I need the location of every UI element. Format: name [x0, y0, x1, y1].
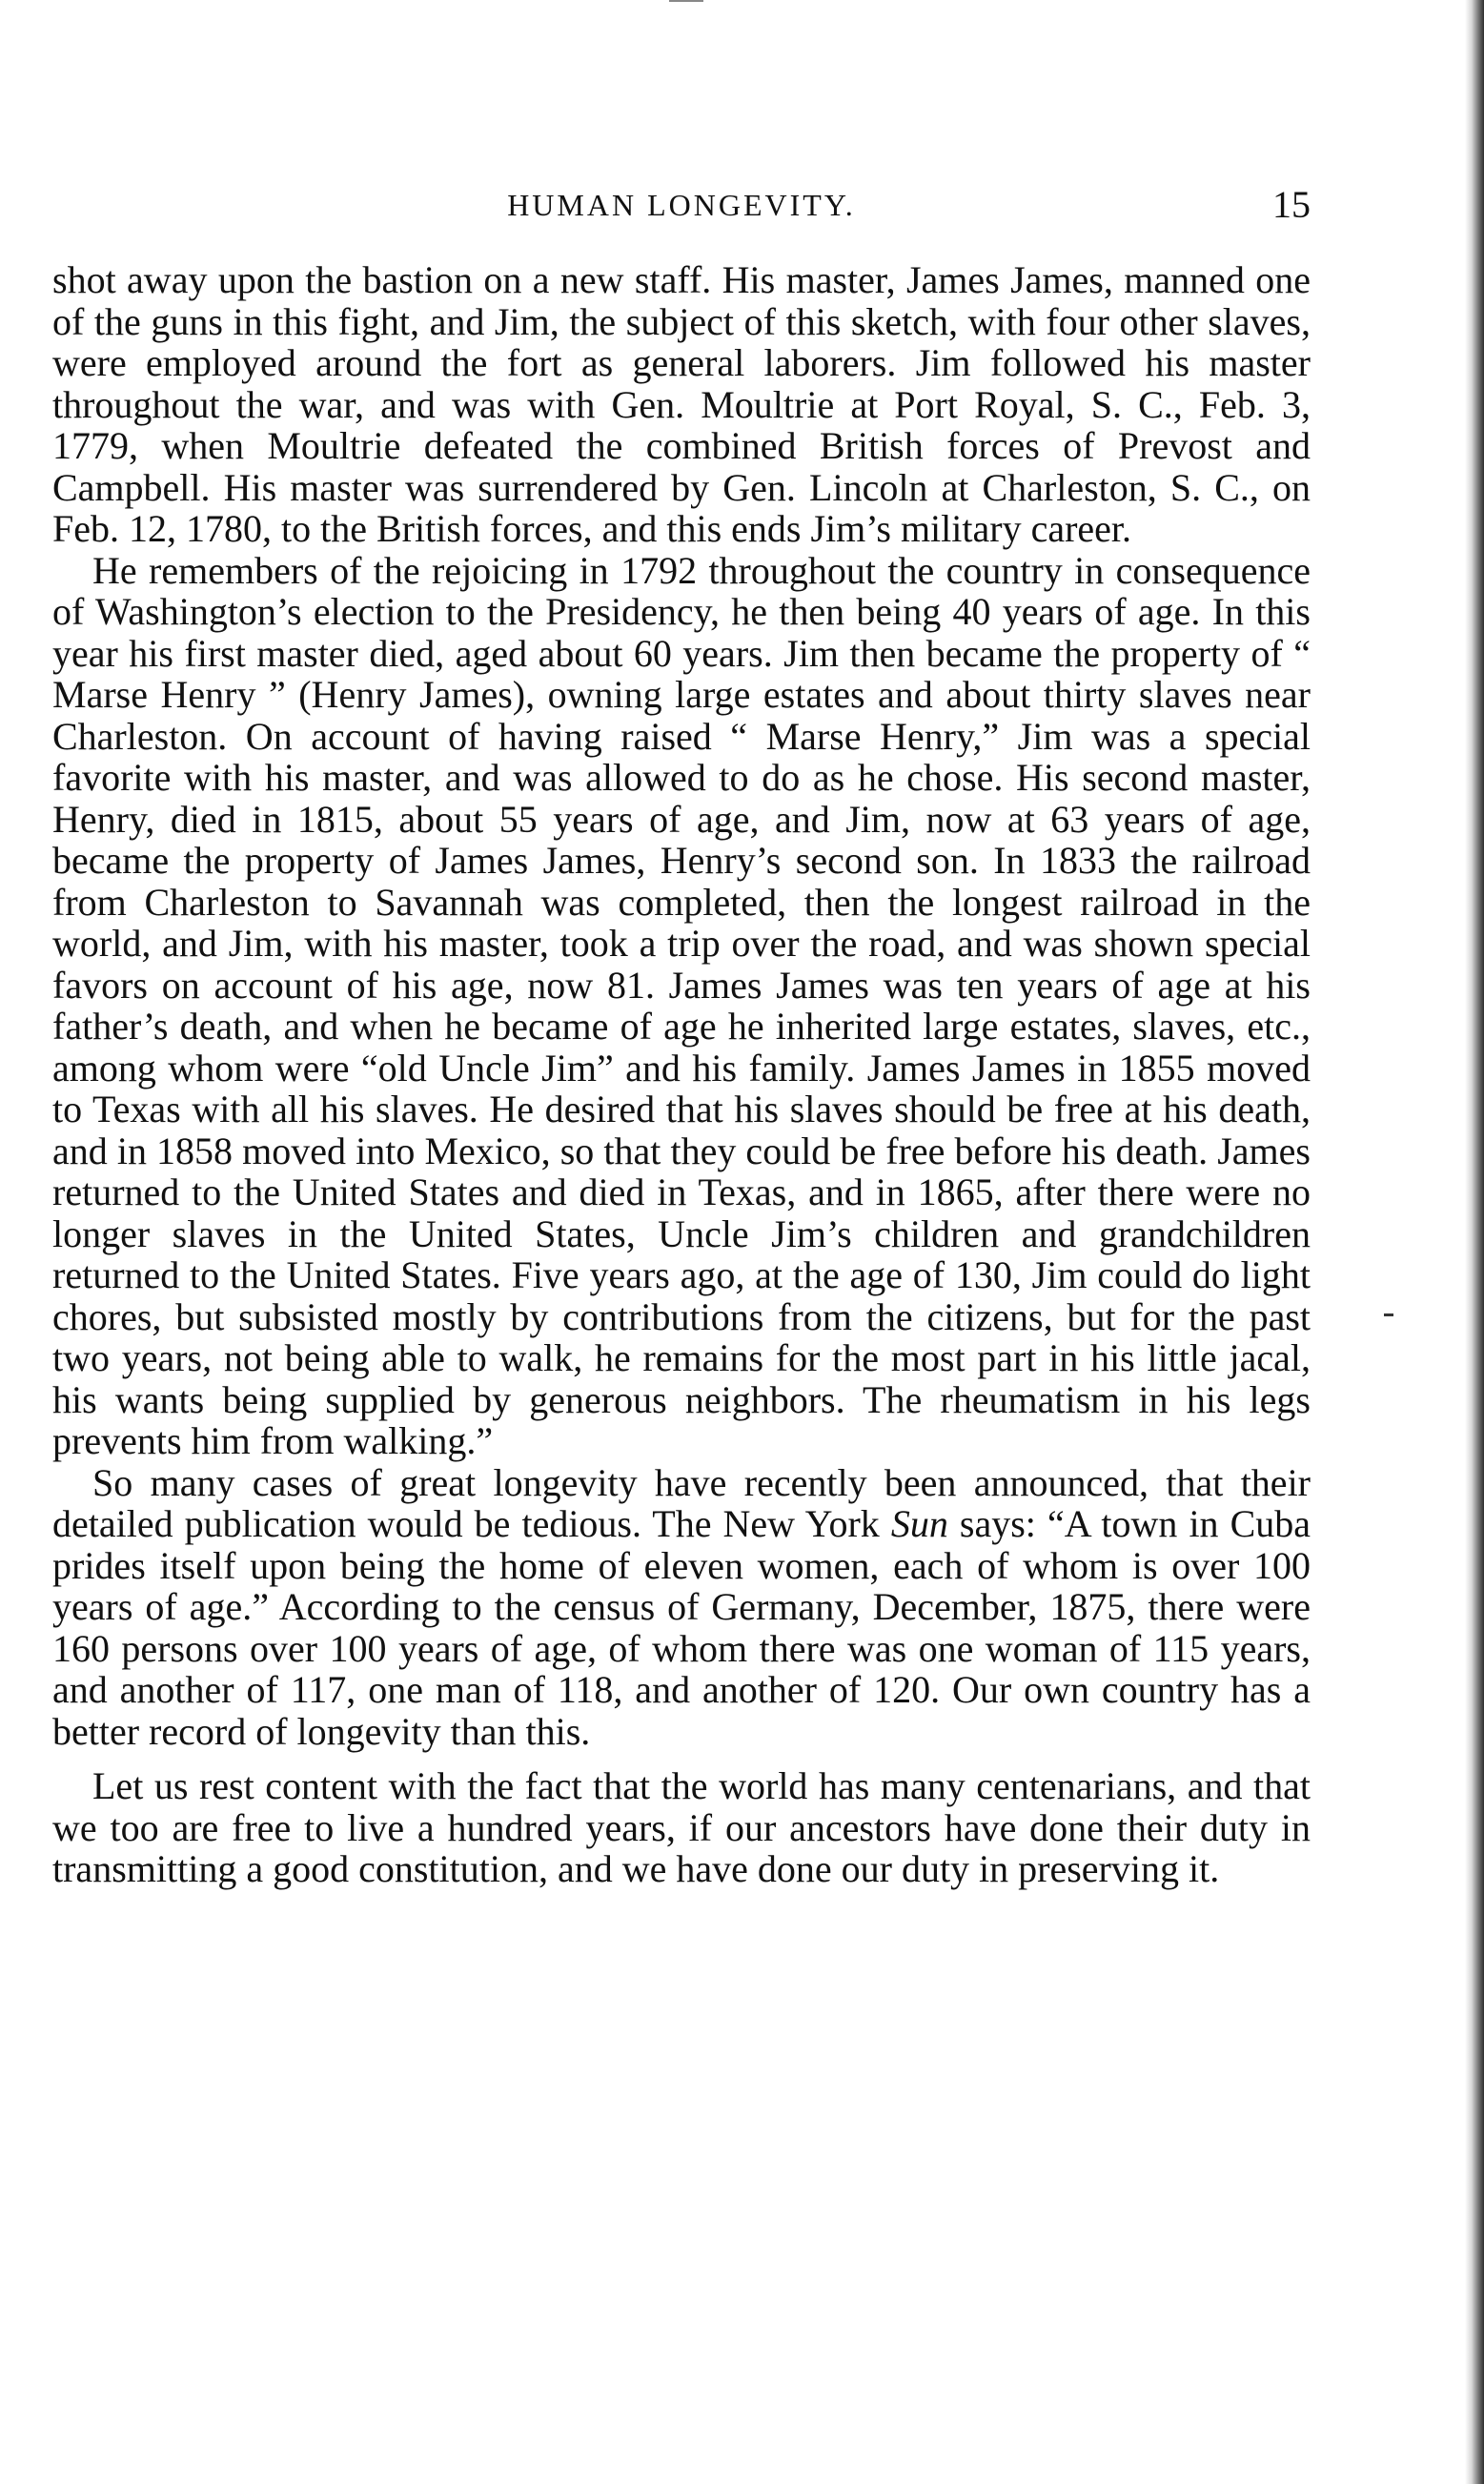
paragraph-4: Let us rest content with the fact that the world has many centenarians, and that we too are free to live a hundred years, if our ancestors have done their duty in transmitting a good constitution, and we have done our duty in preserving it.	[52, 1764, 1311, 1890]
page-header	[52, 181, 1311, 229]
binding-edge	[1465, 0, 1484, 2484]
page-number: 15	[1272, 183, 1311, 226]
paragraph-2: He remembers of the rejoicing in 1792 throughout the country in consequence of Washington’s election to the Presidency, he then being 40 years of age. In this year his first master died, aged about 60 years. Jim then became the property of “ Marse Henry ” (Henry James), owning large estates and about thirty slaves near Charleston. On account of having raised “ Marse Henry,” Jim was a special favorite with his master, and was allowed to do as he chose. His second master, Henry, died in 1815, about 55 years of age, and Jim, now at 63 years of age, became the property of James James, Henry’s second son. In 1833 the railroad from Charleston to Savannah was completed, then the longest railroad in the world, and Jim, with his master, took a trip over the road, and was shown special favors on account of his age, now 81. James James was ten years of age at his father’s death, and when he became of age he inherited large estates, slaves, etc., among whom were “old Uncle Jim” and his family. James James in 1855 moved to Texas with all his slaves. He desired that his slaves should be free at his death, and in 1858 moved into Mexico, so that they could be free before his death. James returned to the United States and died in Texas, and in 1865, after there were no longer slaves in the United States, Uncle Jim’s children and grandchildren returned to the United States. Five years ago, at the age of 130, Jim could do light chores, but subsisted mostly by contributions from the citizens, but for the past two years, not being able to walk, he remains for the most part in his little jacal, his wants being supplied by generous neighbors. The rheumatism in his legs prevents him from walking.”	[52, 548, 1311, 1462]
paragraph-1: shot away upon the bastion on a new staff. His master, James James, manned one of the guns in this fight, and Jim, the subject of this sketch, with four other slaves, were employed around the fort as general laborers. Jim followed his master throughout the war, and was with Gen. Moultrie at Port Royal, S. C., Feb. 3, 1779, when Moultrie defeated the combined British forces of Prevost and Campbell. His master was surrendered by Gen. Lincoln at Charleston, S. C., on Feb. 12, 1780, to the British forces, and this ends Jim’s military career.	[52, 258, 1311, 550]
newspaper-title: Sun	[890, 1502, 948, 1545]
paragraph-3-end: says: “A town in Cuba prides itself upon being the home of eleven women, each of whom is over 100 years of age.” According to the census of Germany, December, 1875, there were 160 persons over 100 years of age, of whom there was one woman of 115 years, and another of 117, one man of 118, and another of 120. Our own country has a better record of longevity than this.	[52, 1502, 1311, 1753]
body-text	[52, 259, 1311, 1890]
paragraph-3	[52, 1462, 1311, 1753]
scan-artifact-mark	[669, 0, 703, 2]
running-head: HUMAN LONGEVITY.	[507, 188, 856, 222]
paragraph-3-start: So many cases of great longevity have recently been announced, that their detailed publication would be tedious. The New York	[52, 1460, 1311, 1545]
margin-mark	[1384, 1313, 1393, 1316]
